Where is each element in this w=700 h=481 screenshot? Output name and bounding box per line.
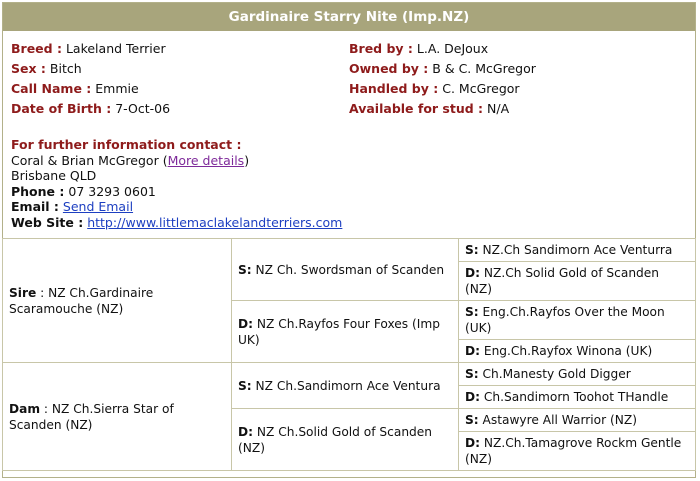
sire-dam-dam-cell: D: Eng.Ch.Rayfox Winona (UK)	[459, 340, 696, 363]
sire-dam-sire-cell: S: Eng.Ch.Rayfos Over the Moon (UK)	[459, 301, 696, 340]
website-label: Web Site :	[11, 214, 84, 230]
email-line	[11, 199, 342, 215]
dam-role: Dam	[9, 401, 41, 416]
dam-sire-dam-name: Ch.Sandimorn Toohot THandle	[483, 390, 669, 404]
dam-sire-dam-cell: D: Ch.Sandimorn Toohot THandle	[459, 386, 696, 409]
sire-name: NZ Ch.Gardinaire Scaramouche (NZ)	[9, 285, 154, 316]
handled-by-label: Handled by	[349, 81, 429, 96]
sire-dam-name: NZ Ch.Rayfos Four Foxes (Imp UK)	[238, 316, 440, 347]
details-right	[349, 39, 536, 119]
contact-block	[11, 137, 342, 230]
table-row	[3, 239, 696, 262]
handled-by-value: C. McGregor	[442, 81, 520, 96]
owned-by-row: Owned by : B & C. McGregor	[349, 61, 536, 76]
breed-value: Lakeland Terrier	[65, 41, 166, 56]
send-email-link[interactable]: Send Email	[62, 199, 134, 214]
sire-sire-dam-cell: D: NZ.Ch Solid Gold of Scanden (NZ)	[459, 262, 696, 301]
sire-dam-sire-name: Eng.Ch.Rayfos Over the Moon (UK)	[465, 305, 665, 335]
table-row	[3, 363, 696, 386]
contact-name: Coral & Brian McGregor	[11, 152, 159, 168]
phone-value: 07 3293 0601	[68, 183, 156, 199]
dam-dam-sire-name: Astawyre All Warrior (NZ)	[482, 413, 637, 427]
sire-sire-dam-name: NZ.Ch Solid Gold of Scanden (NZ)	[465, 266, 660, 296]
breed-label: Breed	[11, 41, 53, 56]
dam-dam-dam-name: NZ.Ch.Tamagrove Rockm Gentle (NZ)	[465, 436, 682, 466]
call-name-label: Call Name	[11, 81, 82, 96]
sire-cell: Sire : NZ Ch.Gardinaire Scaramouche (NZ)	[3, 239, 232, 363]
dam-name: NZ Ch.Sierra Star of Scanden (NZ)	[9, 401, 174, 432]
bred-by-label: Bred by	[349, 41, 404, 56]
contact-location: Brisbane QLD	[11, 168, 97, 183]
sire-role: Sire	[9, 285, 37, 300]
bred-by-row: Bred by : L.A. DeJoux	[349, 41, 489, 56]
website-link[interactable]: http://www.littlemaclakelandterriers.com	[87, 214, 343, 230]
dam-cell: Dam : NZ Ch.Sierra Star of Scanden (NZ)	[3, 363, 232, 471]
dam-sire-sire-cell: S: Ch.Manesty Gold Digger	[459, 363, 696, 386]
dam-dam-dam-cell: D: NZ.Ch.Tamagrove Rockm Gentle (NZ)	[459, 432, 696, 471]
dam-dam-name: NZ Ch.Solid Gold of Scanden (NZ)	[238, 424, 433, 455]
dog-details	[3, 31, 695, 239]
call-name-value: Emmie	[95, 81, 139, 96]
more-details-link[interactable]: More details	[167, 152, 245, 168]
sire-dam-cell: D: NZ Ch.Rayfos Four Foxes (Imp UK)	[232, 301, 459, 363]
dam-dam-cell: D: NZ Ch.Solid Gold of Scanden (NZ)	[232, 409, 459, 471]
sex-row: Sex : Bitch	[11, 61, 82, 76]
sex-value: Bitch	[49, 61, 82, 76]
pedigree-table	[2, 238, 696, 471]
details-left	[11, 39, 170, 119]
bred-by-value: L.A. DeJoux	[416, 41, 489, 56]
sire-sire-name: NZ Ch. Swordsman of Scanden	[255, 262, 445, 277]
dob-value: 7-Oct-06	[115, 101, 171, 116]
contact-name-line: Coral & Brian McGregor (More details)	[11, 152, 250, 168]
sire-sire-sire-name: NZ.Ch Sandimorn Ace Venturra	[482, 243, 673, 257]
dam-sire-name: NZ Ch.Sandimorn Ace Ventura	[255, 378, 441, 393]
sire-sire-cell: S: NZ Ch. Swordsman of Scanden	[232, 239, 459, 301]
phone-line	[11, 184, 342, 200]
owned-by-value: B & C. McGregor	[432, 61, 536, 76]
sire-sire-sire-cell: S: NZ.Ch Sandimorn Ace Venturra	[459, 239, 696, 262]
owned-by-label: Owned by	[349, 61, 419, 76]
dob-label: Date of Birth	[11, 101, 102, 116]
phone-label: Phone :	[11, 183, 65, 199]
stud-row: Available for stud : N/A	[349, 101, 510, 116]
dam-sire-sire-name: Ch.Manesty Gold Digger	[482, 367, 631, 381]
breed-row: Breed : Lakeland Terrier	[11, 41, 166, 56]
email-label: Email :	[11, 199, 59, 214]
call-name-row: Call Name : Emmie	[11, 81, 139, 96]
sex-label: Sex	[11, 61, 37, 76]
website-line	[11, 215, 342, 231]
contact-heading: For further information contact :	[11, 137, 242, 152]
stud-label: Available for stud	[349, 101, 474, 116]
dam-dam-sire-cell: S: Astawyre All Warrior (NZ)	[459, 409, 696, 432]
dog-title: Gardinaire Starry Nite (Imp.NZ)	[3, 3, 695, 31]
handled-by-row: Handled by : C. McGregor	[349, 81, 520, 96]
sire-dam-dam-name: Eng.Ch.Rayfox Winona (UK)	[483, 344, 653, 358]
stud-value: N/A	[487, 101, 510, 116]
dam-sire-cell: S: NZ Ch.Sandimorn Ace Ventura	[232, 363, 459, 409]
dob-row: Date of Birth : 7-Oct-06	[11, 101, 171, 116]
